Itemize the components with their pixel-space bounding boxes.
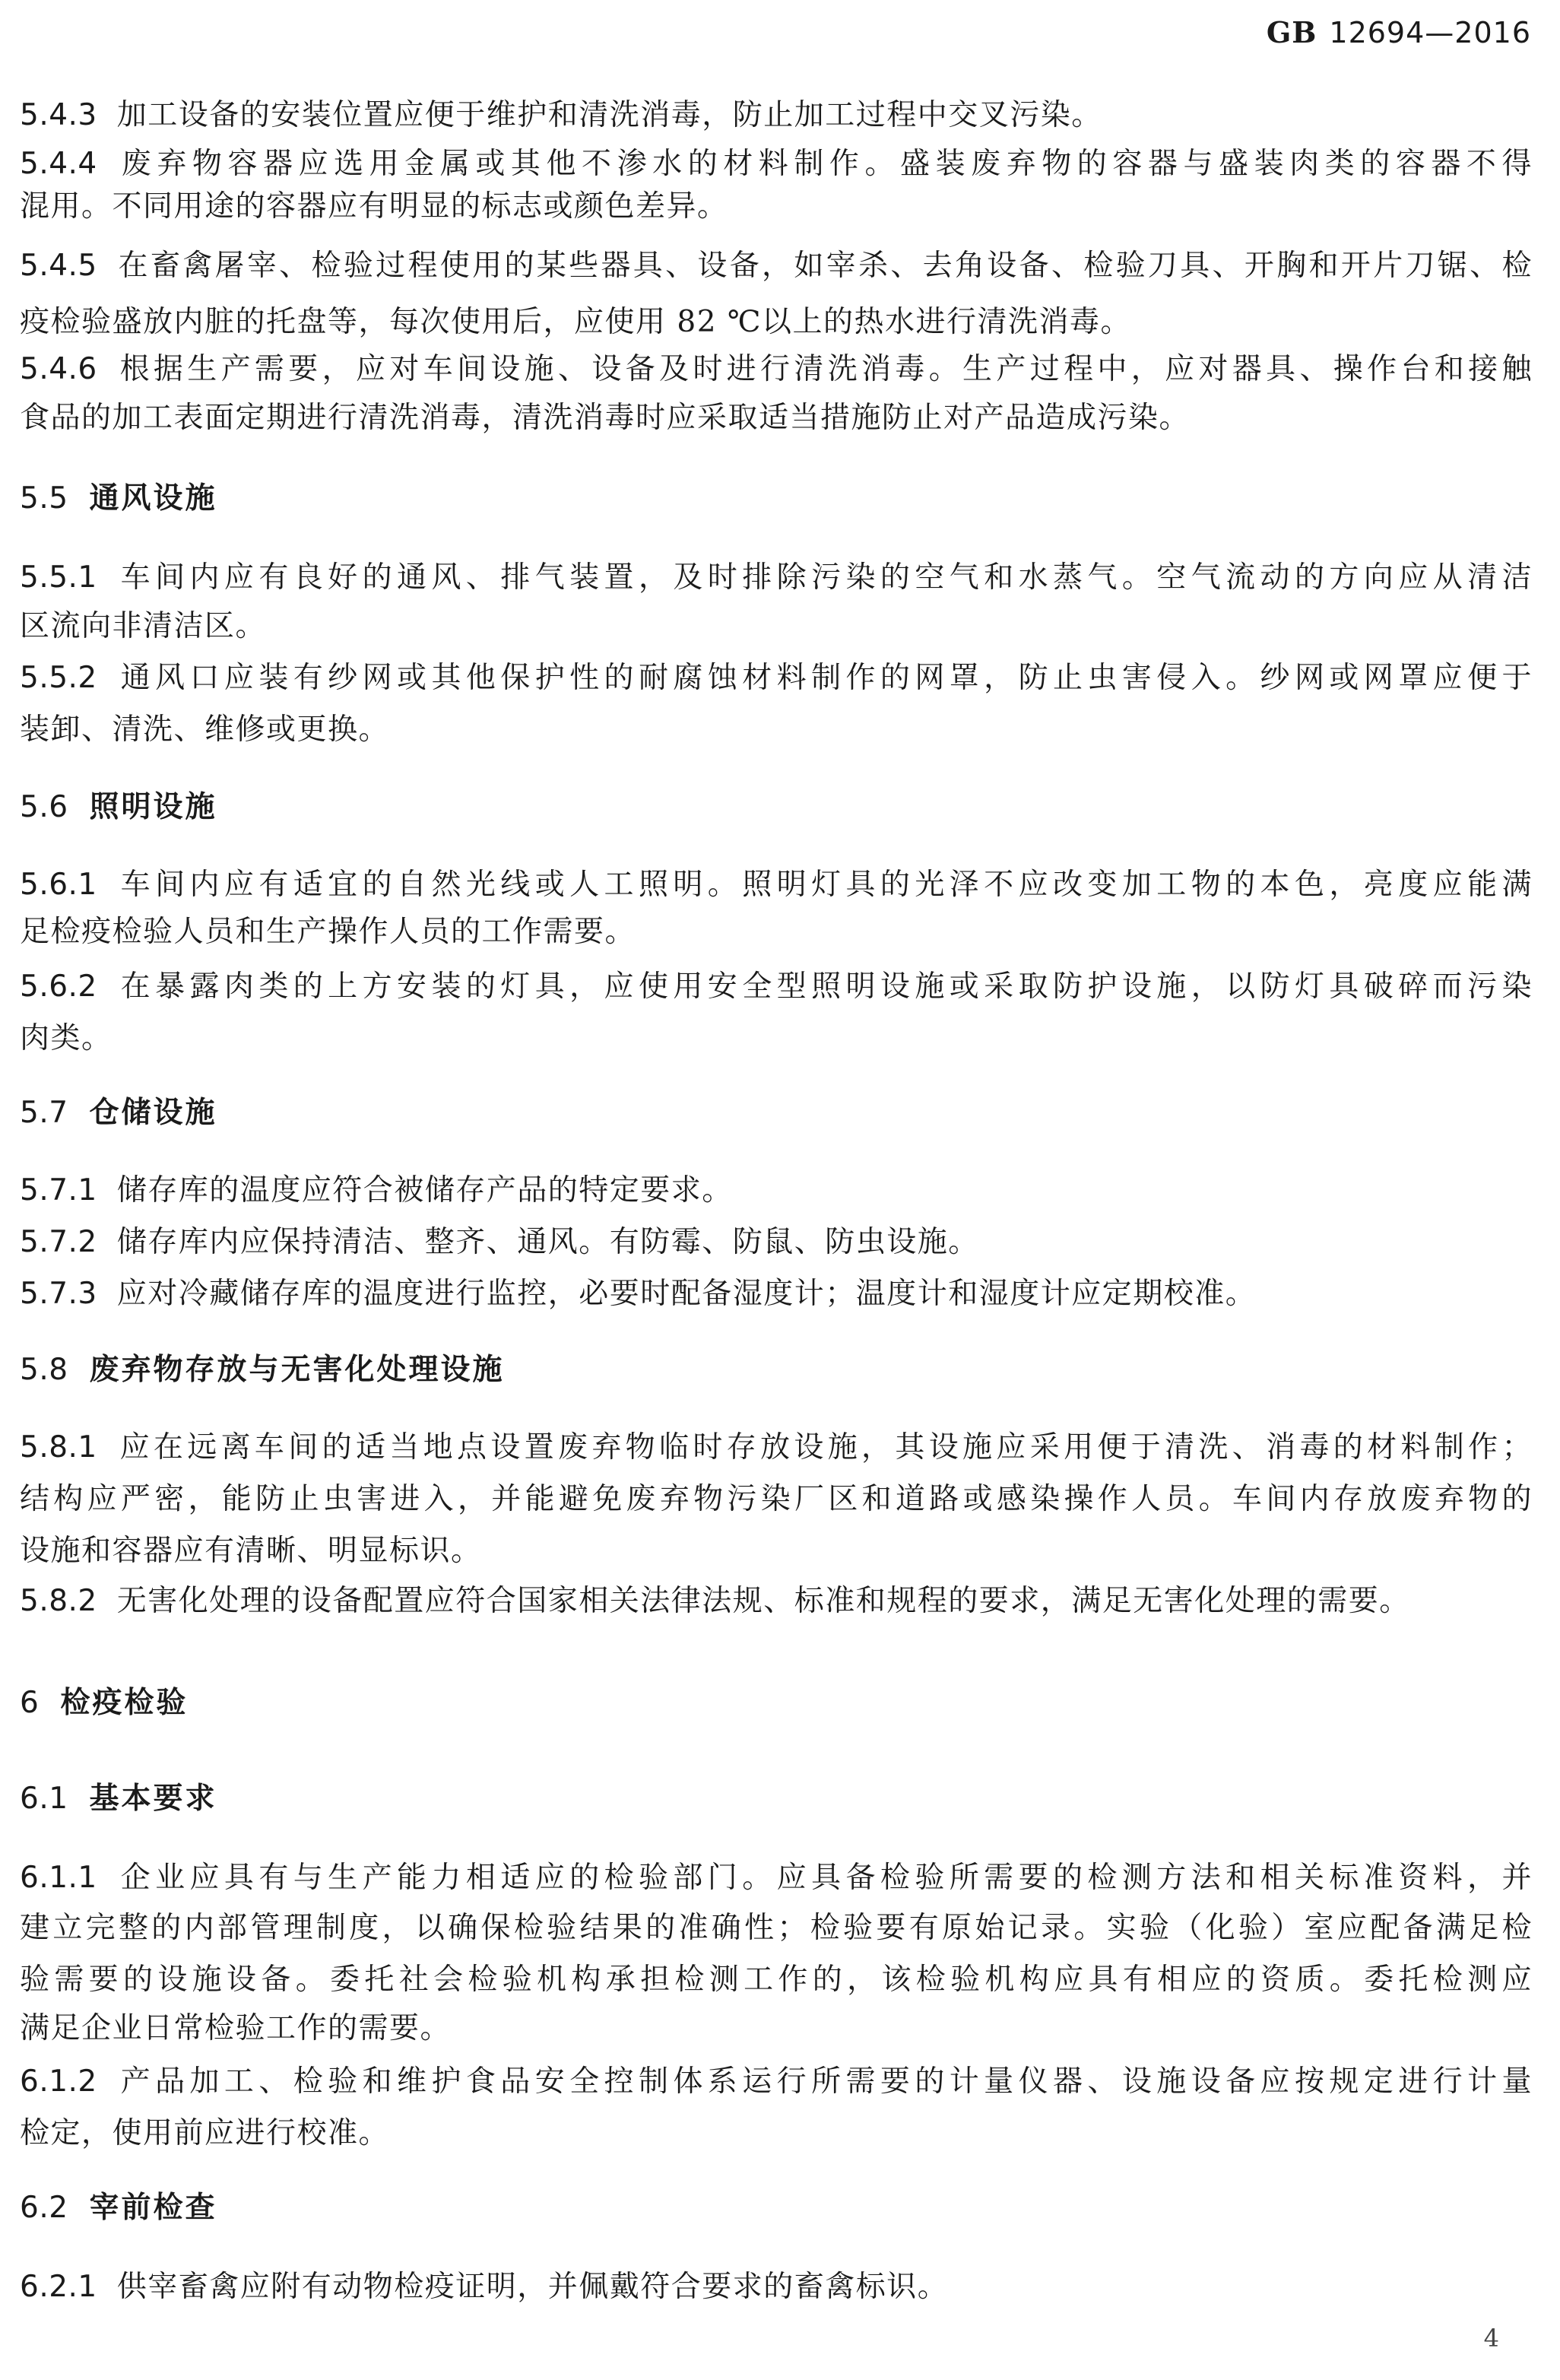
section-title: 照明设施 — [89, 790, 217, 824]
clause-text: 废弃物容器应选用金属或其他不渗水的材料制作。盛装废弃物的容器与盛装肉类的容器不得 — [116, 147, 1533, 181]
clause-text: 储存库的温度应符合被储存产品的特定要求。 — [116, 1173, 733, 1207]
clause-6-2-1 — [20, 2266, 1533, 2309]
section-heading-5-8 — [20, 1349, 1533, 1392]
clause-number: 5.6.2 — [20, 969, 97, 1004]
clause-continuation — [20, 1478, 1533, 1521]
clause-number: 5.4.4 — [20, 147, 97, 181]
clause-text: 应对冷藏储存库的温度进行监控，必要时配备湿度计；温度计和湿度计应定期校准。 — [116, 1277, 1257, 1311]
clause-number: 6.2.1 — [20, 2270, 97, 2304]
clause-number: 5.4.3 — [20, 98, 97, 132]
clause-text: 建立完整的内部管理制度，以确保检验结果的准确性；检验要有原始记录。实验（化验）室应配备满足检 — [20, 1911, 1533, 1945]
clause-5-7-3 — [20, 1273, 1533, 1315]
clause-text: 设施和容器应有清晰、明显标识。 — [20, 1534, 482, 1568]
clause-continuation — [20, 397, 1533, 440]
clause-text: 车间内应有良好的通风、排气装置，及时排除污染的空气和水蒸气。空气流动的方向应从清洁 — [116, 560, 1533, 595]
clause-number: 6.1.2 — [20, 2064, 97, 2099]
clause-5-7-2 — [20, 1221, 1533, 1264]
clause-text: 通风口应装有纱网或其他保护性的耐腐蚀材料制作的网罩，防止虫害侵入。纱网或网罩应便于 — [116, 661, 1533, 695]
clause-continuation — [20, 2112, 1533, 2155]
clause-text: 根据生产需要，应对车间设施、设备及时进行清洗消毒。生产过程中，应对器具、操作台和接触 — [116, 352, 1533, 386]
clause-text: 混用。不同用途的容器应有明显的标志或颜色差异。 — [20, 189, 728, 224]
section-heading-5-5 — [20, 478, 1533, 520]
section-number: 5.7 — [20, 1096, 68, 1130]
clause-5-6-1 — [20, 864, 1533, 906]
clause-text: 满足企业日常检验工作的需要。 — [20, 2011, 452, 2045]
section-title: 废弃物存放与无害化处理设施 — [89, 1353, 505, 1387]
clause-5-8-1 — [20, 1426, 1533, 1469]
clause-number: 5.5.2 — [20, 661, 97, 695]
clause-number: 5.5.1 — [20, 560, 97, 595]
clause-5-7-1 — [20, 1169, 1533, 1212]
clause-text: 在暴露肉类的上方安装的灯具，应使用安全型照明设施或采取防护设施，以防灯具破碎而污染 — [116, 969, 1533, 1004]
section-title: 检疫检验 — [60, 1686, 189, 1720]
clause-5-4-3 — [20, 94, 1533, 137]
section-heading-5-6 — [20, 786, 1533, 829]
page-number: 4 — [1483, 2324, 1499, 2353]
standard-prefix: GB — [1266, 15, 1317, 49]
clause-text: 加工设备的安装位置应便于维护和清洗消毒，防止加工过程中交叉污染。 — [116, 98, 1102, 132]
clause-6-1-1 — [20, 1857, 1533, 1899]
clause-continuation — [20, 1530, 1533, 1572]
clause-text: 疫检验盛放内脏的托盘等，每次使用后，应使用 82 ℃以上的热水进行清洗消毒。 — [20, 305, 1132, 339]
clause-text: 无害化处理的设备配置应符合国家相关法律法规、标准和规程的要求，满足无害化处理的需要。 — [116, 1584, 1410, 1618]
clause-text: 检定，使用前应进行校准。 — [20, 2116, 390, 2150]
section-number: 6.2 — [20, 2191, 68, 2225]
clause-number: 5.7.3 — [20, 1277, 97, 1311]
clause-text: 肉类。 — [20, 1021, 113, 1055]
clause-continuation — [20, 301, 1533, 344]
clause-number: 5.4.5 — [20, 249, 97, 283]
clause-text: 车间内应有适宜的自然光线或人工照明。照明灯具的光泽不应改变加工物的本色，亮度应能满 — [116, 868, 1533, 902]
clause-text: 储存库内应保持清洁、整齐、通风。有防霉、防鼠、防虫设施。 — [116, 1225, 979, 1259]
clause-text: 企业应具有与生产能力相适应的检验部门。应具备检验所需要的检测方法和相关标准资料，并 — [116, 1861, 1533, 1895]
clause-continuation — [20, 1907, 1533, 1950]
section-number: 5.8 — [20, 1353, 68, 1387]
clause-text: 足检疫检验人员和生产操作人员的工作需要。 — [20, 915, 636, 949]
section-title: 通风设施 — [89, 481, 217, 516]
clause-continuation — [20, 1959, 1533, 2001]
clause-continuation — [20, 1017, 1533, 1060]
clause-continuation — [20, 605, 1533, 648]
section-title: 基本要求 — [89, 1782, 217, 1816]
clause-continuation — [20, 2007, 1533, 2050]
clause-number: 6.1.1 — [20, 1861, 97, 1895]
section-number: 5.6 — [20, 790, 68, 824]
clause-5-4-4 — [20, 143, 1533, 186]
clause-text: 食品的加工表面定期进行清洗消毒，清洗消毒时应采取适当措施防止对产品造成污染。 — [20, 401, 1191, 435]
chapter-heading-6 — [20, 1682, 1533, 1725]
clause-number: 5.7.1 — [20, 1173, 97, 1207]
clause-text: 装卸、清洗、维修或更换。 — [20, 712, 390, 747]
clause-number: 5.6.1 — [20, 868, 97, 902]
clause-number: 5.7.2 — [20, 1225, 97, 1259]
clause-text: 应在远离车间的适当地点设置废弃物临时存放设施，其设施应采用便于清洗、消毒的材料制作； — [116, 1430, 1533, 1464]
clause-6-1-2 — [20, 2061, 1533, 2103]
standard-code: 12694—2016 — [1329, 16, 1531, 49]
clause-text: 在畜禽屠宰、检验过程使用的某些器具、设备，如宰杀、去角设备、检验刀具、开胸和开片刀锯、检 — [116, 249, 1533, 283]
clause-text: 结构应严密，能防止虫害进入，并能避免废弃物污染厂区和道路或感染操作人员。车间内存放废弃物的 — [20, 1482, 1533, 1516]
clause-number: 5.8.1 — [20, 1430, 97, 1464]
standard-identifier — [1267, 15, 1531, 49]
clause-text: 区流向非清洁区。 — [20, 609, 267, 643]
clause-5-4-5 — [20, 245, 1533, 287]
clause-continuation — [20, 186, 1533, 228]
section-heading-5-7 — [20, 1092, 1533, 1134]
clause-continuation — [20, 911, 1533, 954]
clause-text: 产品加工、检验和维护食品安全控制体系运行所需要的计量仪器、设施设备应按规定进行计量 — [116, 2064, 1533, 2099]
clause-number: 5.8.2 — [20, 1584, 97, 1618]
section-title: 宰前检查 — [89, 2191, 217, 2225]
clause-5-5-2 — [20, 657, 1533, 700]
clause-5-6-2 — [20, 966, 1533, 1008]
clause-5-5-1 — [20, 557, 1533, 599]
clause-number: 5.4.6 — [20, 352, 97, 386]
clause-5-4-6 — [20, 348, 1533, 391]
section-title: 仓储设施 — [89, 1096, 217, 1130]
section-number: 6 — [20, 1686, 40, 1720]
clause-5-8-2 — [20, 1580, 1533, 1623]
clause-continuation — [20, 709, 1533, 751]
section-number: 5.5 — [20, 481, 68, 516]
section-number: 6.1 — [20, 1782, 68, 1816]
section-heading-6-2 — [20, 2187, 1533, 2229]
clause-text: 供宰畜禽应附有动物检疫证明，并佩戴符合要求的畜禽标识。 — [116, 2270, 949, 2304]
section-heading-6-1 — [20, 1778, 1533, 1820]
clause-text: 验需要的设施设备。委托社会检验机构承担检测工作的，该检验机构应具有相应的资质。委托检测应 — [20, 1963, 1533, 1997]
